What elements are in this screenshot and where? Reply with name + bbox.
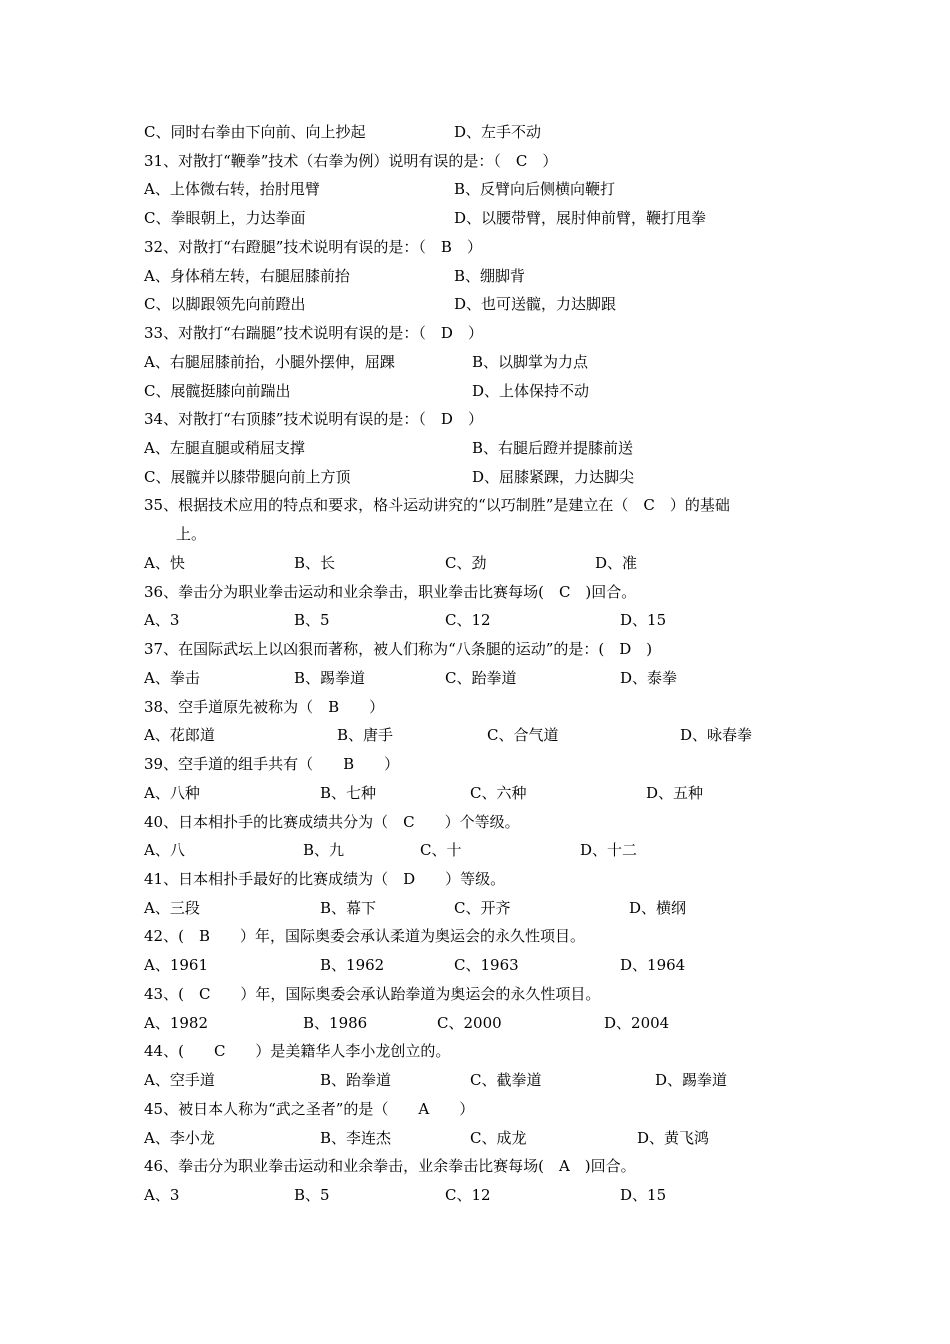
option-choice: C、合气道 — [487, 726, 559, 745]
option-choice: B、幕下 — [320, 898, 377, 917]
option-choice: A、空手道 — [144, 1071, 215, 1090]
option-choice: B、5 — [294, 611, 330, 630]
option-choice: C、十 — [420, 841, 462, 860]
option-choice: A、三段 — [144, 898, 200, 917]
option-choice: C、拳眼朝上，力达拳面 — [144, 209, 306, 228]
option-choice: B、九 — [303, 841, 345, 860]
option-choice: D、也可送髋，力达脚跟 — [454, 295, 617, 314]
option-choice: D、以腰带臂，展肘伸前臂，鞭打甩拳 — [454, 209, 707, 228]
option-choice: A、李小龙 — [144, 1128, 215, 1147]
question-line: 45、被日本人称为“武之圣者”的是（ A ） — [144, 1099, 475, 1118]
option-choice: A、八种 — [144, 783, 200, 802]
option-choice: D、横纲 — [629, 898, 687, 917]
option-choice: D、15 — [620, 611, 667, 630]
option-choice: A、上体微右转，抬肘甩臂 — [144, 180, 320, 199]
option-choice: B、反臂向后侧横向鞭打 — [454, 180, 616, 199]
option-choice: C、六种 — [470, 783, 527, 802]
option-choice: B、1986 — [303, 1013, 368, 1032]
question-line: 31、对散打“鞭拳”技术（右拳为例）说明有误的是：（ C ） — [144, 151, 558, 170]
question-line: 36、拳击分为职业拳击运动和业余拳击，职业拳击比赛每场( C )回合。 — [144, 582, 637, 601]
option-choice: A、右腿屈膝前抬，小腿外摆伸，屈踝 — [144, 352, 395, 371]
option-choice: D、泰拳 — [620, 668, 678, 687]
option-choice: D、15 — [620, 1186, 667, 1204]
option-choice: A、拳击 — [144, 668, 200, 687]
question-line: 46、拳击分为职业拳击运动和业余拳击，业余拳击比赛每场( A )回合。 — [144, 1157, 636, 1176]
option-choice: C、同时右拳由下向前、向上抄起 — [144, 123, 366, 141]
question-line: 33、对散打“右踹腿”技术说明有误的是：（ D ） — [144, 324, 483, 343]
option-choice: D、踢拳道 — [655, 1071, 728, 1090]
option-choice: B、长 — [294, 553, 336, 572]
option-choice: C、展髋并以膝带腿向前上方顶 — [144, 467, 351, 486]
option-choice: C、展髋挺膝向前踹出 — [144, 381, 291, 400]
option-choice: D、2004 — [604, 1013, 670, 1032]
option-choice: B、七种 — [320, 783, 377, 802]
option-choice: A、身体稍左转，右腿屈膝前抬 — [144, 266, 350, 285]
option-choice: D、五种 — [646, 783, 704, 802]
option-choice: C、以脚跟领先向前蹬出 — [144, 295, 306, 314]
option-choice: B、绷脚背 — [454, 266, 526, 285]
option-choice: C、劲 — [445, 553, 487, 572]
option-choice: C、12 — [445, 611, 491, 630]
option-choice: D、上体保持不动 — [472, 381, 590, 400]
option-choice: D、咏春拳 — [680, 726, 753, 745]
option-choice: A、快 — [144, 553, 185, 572]
option-choice: B、右腿后蹬并提膝前送 — [472, 439, 634, 458]
option-choice: A、左腿直腿或稍屈支撑 — [144, 439, 305, 458]
option-choice: B、踢拳道 — [294, 668, 366, 687]
option-choice: B、1962 — [320, 956, 385, 975]
option-choice: C、截拳道 — [470, 1071, 542, 1090]
option-choice: A、花郎道 — [144, 726, 215, 745]
option-choice: A、八 — [144, 841, 185, 860]
question-line: 41、日本相扑手最好的比赛成绩为（ D ）等级。 — [144, 869, 506, 888]
question-line: 37、在国际武坛上以凶狠而著称，被人们称为“八条腿的运动”的是：( D ) — [144, 640, 653, 659]
question-line: 44、( C ）是美籍华人李小龙创立的。 — [144, 1042, 451, 1061]
option-choice: D、黄飞鸿 — [637, 1128, 710, 1147]
option-choice: D、左手不动 — [454, 123, 542, 141]
option-choice: D、十二 — [580, 841, 638, 860]
option-choice: A、1982 — [144, 1013, 209, 1032]
option-choice: A、3 — [144, 611, 180, 630]
question-line: 38、空手道原先被称为（ B ） — [144, 697, 385, 716]
option-choice: B、5 — [294, 1186, 330, 1204]
question-line: 35、根据技术应用的特点和要求，格斗运动讲究的“以巧制胜”是建立在（ C ）的基础 — [144, 496, 730, 515]
question-line: 34、对散打“右顶膝”技术说明有误的是：（ D ） — [144, 410, 483, 429]
option-choice: B、李连杰 — [320, 1128, 392, 1147]
option-choice: C、跆拳道 — [445, 668, 517, 687]
option-choice: C、开齐 — [454, 898, 511, 917]
question-line: 39、空手道的组手共有（ B ） — [144, 755, 400, 774]
option-choice: C、成龙 — [470, 1128, 527, 1147]
question-continuation: 上。 — [176, 525, 207, 544]
option-choice: D、1964 — [620, 956, 686, 975]
question-line: 43、( C ）年，国际奥委会承认跆拳道为奥运会的永久性项目。 — [144, 984, 601, 1003]
option-choice: B、跆拳道 — [320, 1071, 392, 1090]
question-line: 42、( B ）年，国际奥委会承认柔道为奥运会的永久性项目。 — [144, 927, 585, 946]
option-choice: C、12 — [445, 1186, 491, 1204]
option-choice: B、以脚掌为力点 — [472, 352, 589, 371]
option-choice: D、准 — [595, 553, 638, 572]
question-line: 32、对散打“右蹬腿”技术说明有误的是：（ B ） — [144, 237, 482, 256]
question-line: 40、日本相扑手的比赛成绩共分为（ C ）个等级。 — [144, 812, 520, 831]
option-choice: B、唐手 — [337, 726, 394, 745]
option-choice: A、1961 — [144, 956, 209, 975]
option-choice: C、2000 — [437, 1013, 502, 1032]
option-choice: D、屈膝紧踝，力达脚尖 — [472, 467, 635, 486]
option-choice: C、1963 — [454, 956, 519, 975]
option-choice: A、3 — [144, 1186, 180, 1204]
